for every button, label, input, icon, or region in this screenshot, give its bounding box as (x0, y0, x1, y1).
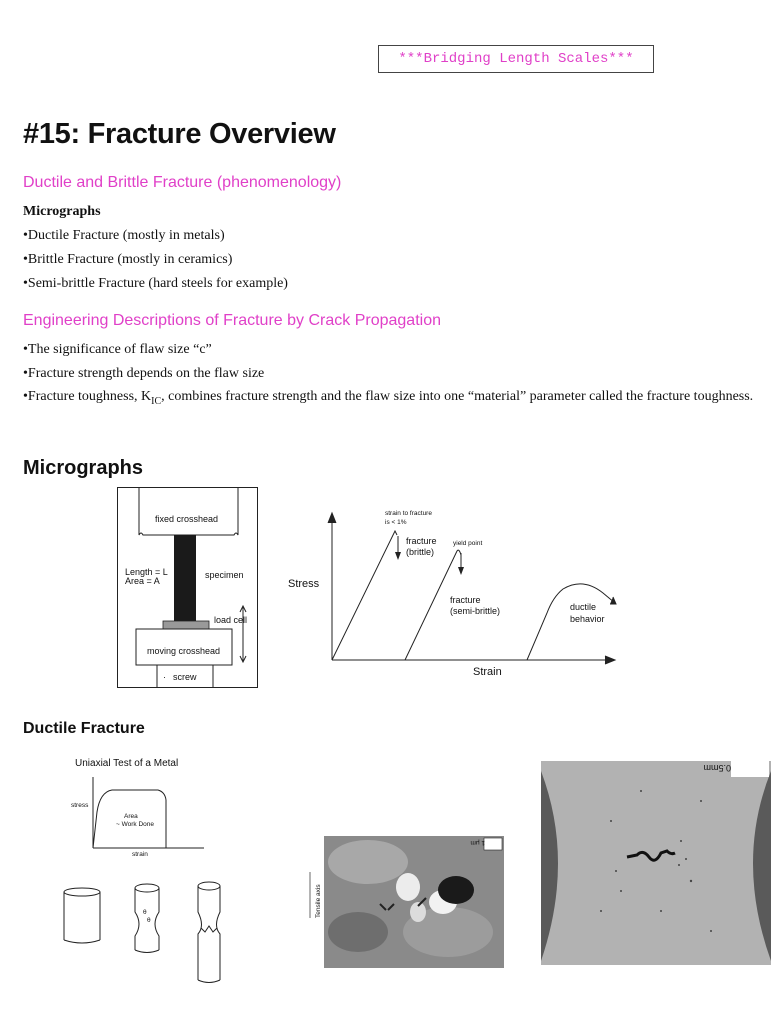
photo1-scale-bar: 1 μm (470, 839, 485, 846)
bullet-semi-brittle: •Semi-brittle Fracture (hard steels for example) (23, 276, 288, 291)
bullet-fracture-strength: •Fracture strength depends on the flaw size (23, 366, 265, 381)
strain-axis-label: Strain (473, 666, 502, 678)
toughness-rest: , combines fracture strength and the flaw size into one “material” parameter called the fracture toughness. (161, 389, 754, 404)
micrographs-heading: Micrographs (23, 457, 144, 479)
strain-note-1: strain to fracture (385, 510, 432, 517)
length-label: Length = L (125, 567, 168, 577)
section-heading-engineering: Engineering Descriptions of Fracture by Crack Propagation (23, 312, 441, 329)
strain-note-2: is < 1% (385, 519, 407, 526)
stress-strain-diagram (285, 503, 625, 683)
micrograph-voids-photo (298, 832, 508, 970)
semi-brittle-label-2: (semi-brittle) (450, 606, 501, 616)
header-tag: ***Bridging Length Scales*** (378, 45, 654, 73)
bullet-fracture-toughness (23, 388, 758, 411)
area-note-2: ~ Work Done (116, 821, 154, 828)
stress-axis-label: Stress (288, 578, 320, 590)
void-mark-2: θ (147, 917, 151, 924)
micrograph-crack-photo (541, 761, 771, 965)
void-mark-1: θ (143, 909, 147, 916)
bullet-ductile: •Ductile Fracture (mostly in metals) (23, 228, 225, 243)
section-heading-ductile-brittle: Ductile and Brittle Fracture (phenomenology) (23, 174, 342, 191)
page-title: #15: Fracture Overview (23, 118, 336, 150)
photo1-tensile-axis: Tensile axis (315, 884, 322, 918)
load-cell-label: load cell (214, 615, 248, 625)
ductile-fracture-heading: Ductile Fracture (23, 720, 145, 737)
area-note-1: Area (124, 813, 138, 820)
yield-point-label: yield point (453, 540, 483, 547)
brittle-label-1: fracture (406, 536, 437, 546)
screw-label: screw (173, 672, 197, 682)
subheading-micrographs: Micrographs (23, 204, 101, 219)
specimen-necking-sketches (55, 876, 240, 988)
specimen-label: specimen (205, 570, 244, 580)
area-label: Area = A (125, 576, 160, 586)
brittle-label-2: (brittle) (406, 547, 435, 557)
moving-crosshead-label: moving crosshead (147, 646, 221, 656)
bullet-flaw-size: •The significance of flaw size “c” (23, 342, 212, 357)
tensile-tester-diagram (117, 487, 259, 689)
ductile-label-1: ductile (570, 602, 597, 612)
uniaxial-title: Uniaxial Test of a Metal (75, 758, 179, 769)
screw-bullet: · (163, 672, 166, 682)
semi-brittle-label-1: fracture (450, 595, 481, 605)
bullet-brittle: •Brittle Fracture (mostly in ceramics) (23, 252, 233, 267)
photo2-scale-bar: 0.5mm (703, 763, 731, 773)
fixed-crosshead-label: fixed crosshead (155, 514, 219, 524)
uniaxial-stress-label: stress (71, 802, 89, 809)
uniaxial-test-diagram (60, 752, 210, 864)
ductile-label-2: behavior (570, 614, 605, 624)
toughness-prefix: •Fracture toughness, K (23, 389, 152, 404)
toughness-subscript: IC (151, 395, 162, 407)
uniaxial-strain-label: strain (132, 851, 148, 858)
